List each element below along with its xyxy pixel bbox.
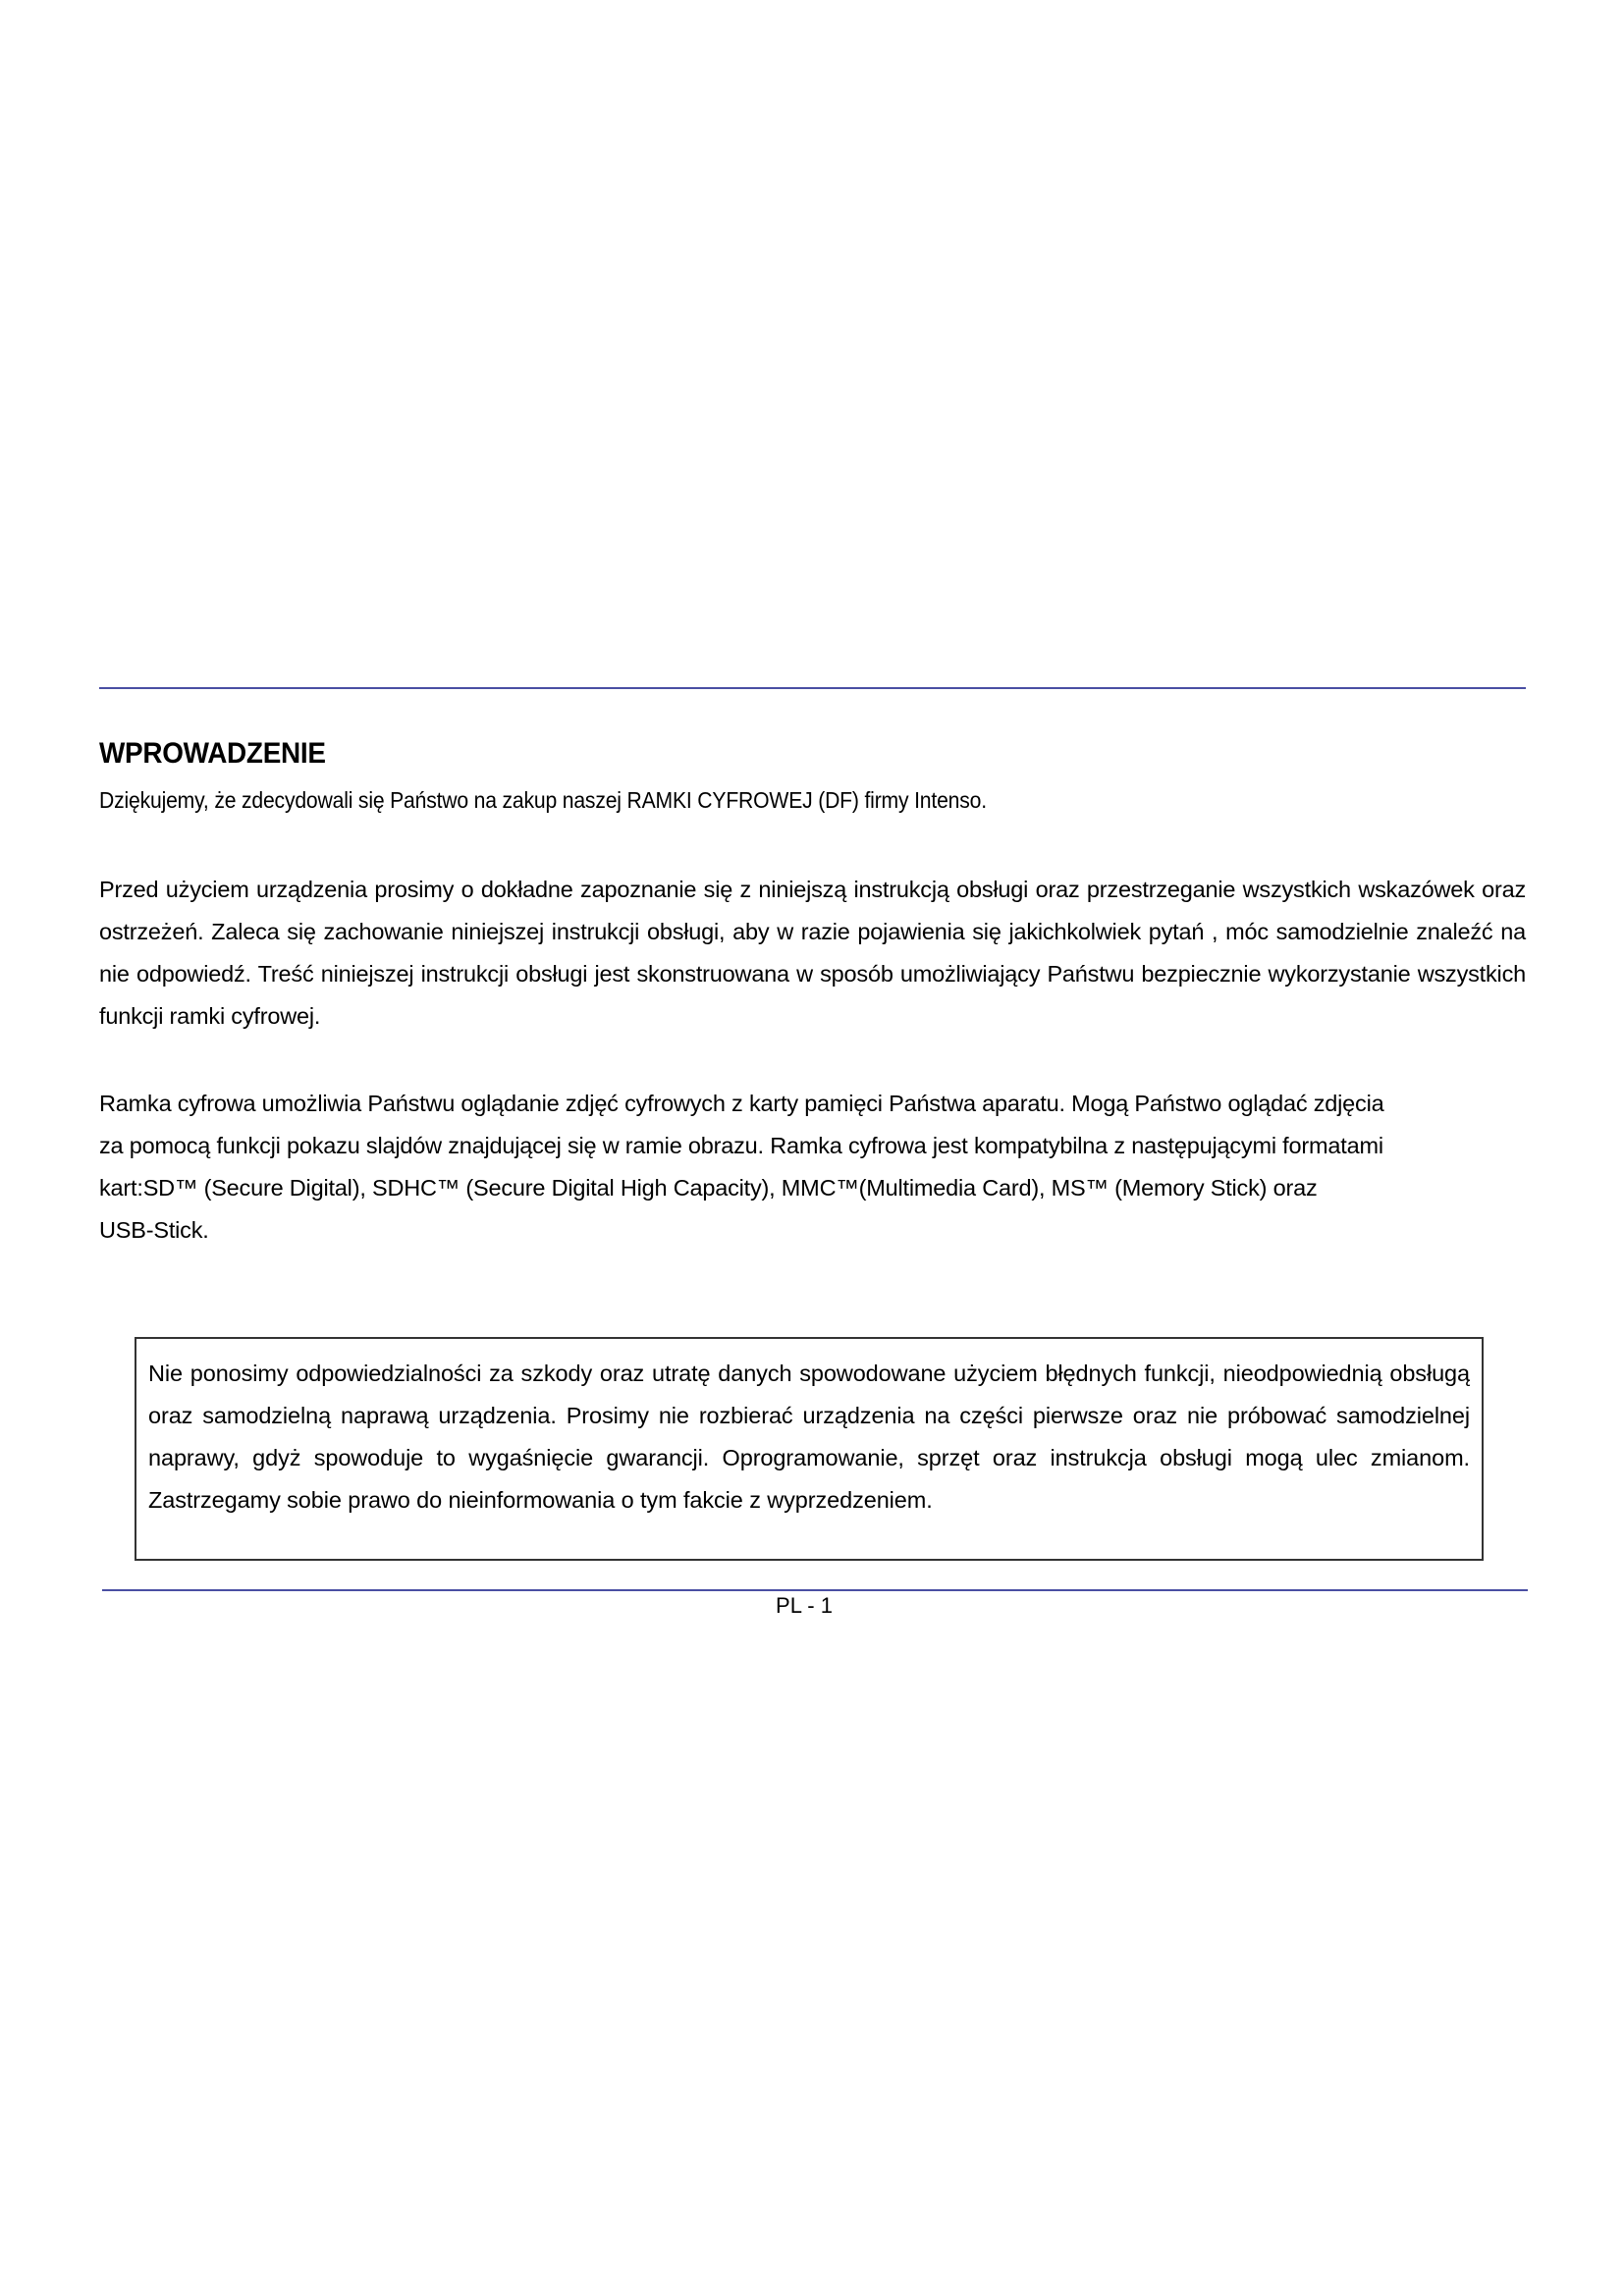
before-use-paragraph: Przed użyciem urządzenia prosimy o dokładne zapoznanie się z niniejszą instrukcją obsługi oraz przestrzeganie wszystkich wskazówek oraz ostrzeżeń. Zaleca się zachowanie niniejszej instrukcji obsługi, aby w razie pojawienia się jakichkolwiek pytań , móc samodzielnie znaleźć na nie odpowiedź. Treść niniejszej instrukcji obsługi jest skonstruowana w sposób umożliwiający Państwu bezpiecznie wykorzystanie wszystkich funkcji ramki cyfrowej. xyxy=(99,877,1526,1029)
disclaimer-box xyxy=(135,1337,1484,1561)
page-number xyxy=(0,1591,1624,1621)
document-body xyxy=(99,734,1526,1252)
frame-description-line: kart:SD™ (Secure Digital), SDHC™ (Secure Digital High Capacity), MMC™(Multimedia Card), MS™ (Memory Stick) oraz xyxy=(99,1175,1318,1201)
frame-description-line: Ramka cyfrowa umożliwia Państwu oglądanie zdjęć cyfrowych z karty pamięci Państwa aparatu. Mogą Państwo oglądać zdjęcia xyxy=(99,1091,1384,1116)
top-divider xyxy=(99,687,1526,689)
page-number-label: PL - 1 xyxy=(776,1593,833,1618)
frame-description-line: USB-Stick. xyxy=(99,1217,209,1243)
frame-description-line: za pomocą funkcji pokazu slajdów znajdującej się w ramie obrazu. Ramka cyfrowa jest kompatybilna z następującymi formatami xyxy=(99,1133,1383,1158)
intro-paragraph: Dziękujemy, że zdecydowali się Państwo na zakup naszej RAMKI CYFROWEJ (DF) firmy Intenso. xyxy=(99,787,987,813)
disclaimer-text: Nie ponosimy odpowiedzialności za szkody oraz utratę danych spowodowane użyciem błędnych funkcji, nieodpowiednią obsługą oraz samodzielną naprawą urządzenia. Prosimy nie rozbierać urządzenia na części pierwsze oraz nie próbować samodzielnej naprawy, gdyż spowoduje to wygaśnięcie gwarancji. Oprogramowanie, sprzęt oraz instrukcja obsługi mogą ulec zmianom. Zastrzegamy sobie prawo do nieinformowania o tym fakcie z wyprzedzeniem. xyxy=(148,1361,1470,1513)
section-heading: WPROWADZENIE xyxy=(99,737,326,770)
frame-description-paragraph xyxy=(99,1083,1526,1252)
